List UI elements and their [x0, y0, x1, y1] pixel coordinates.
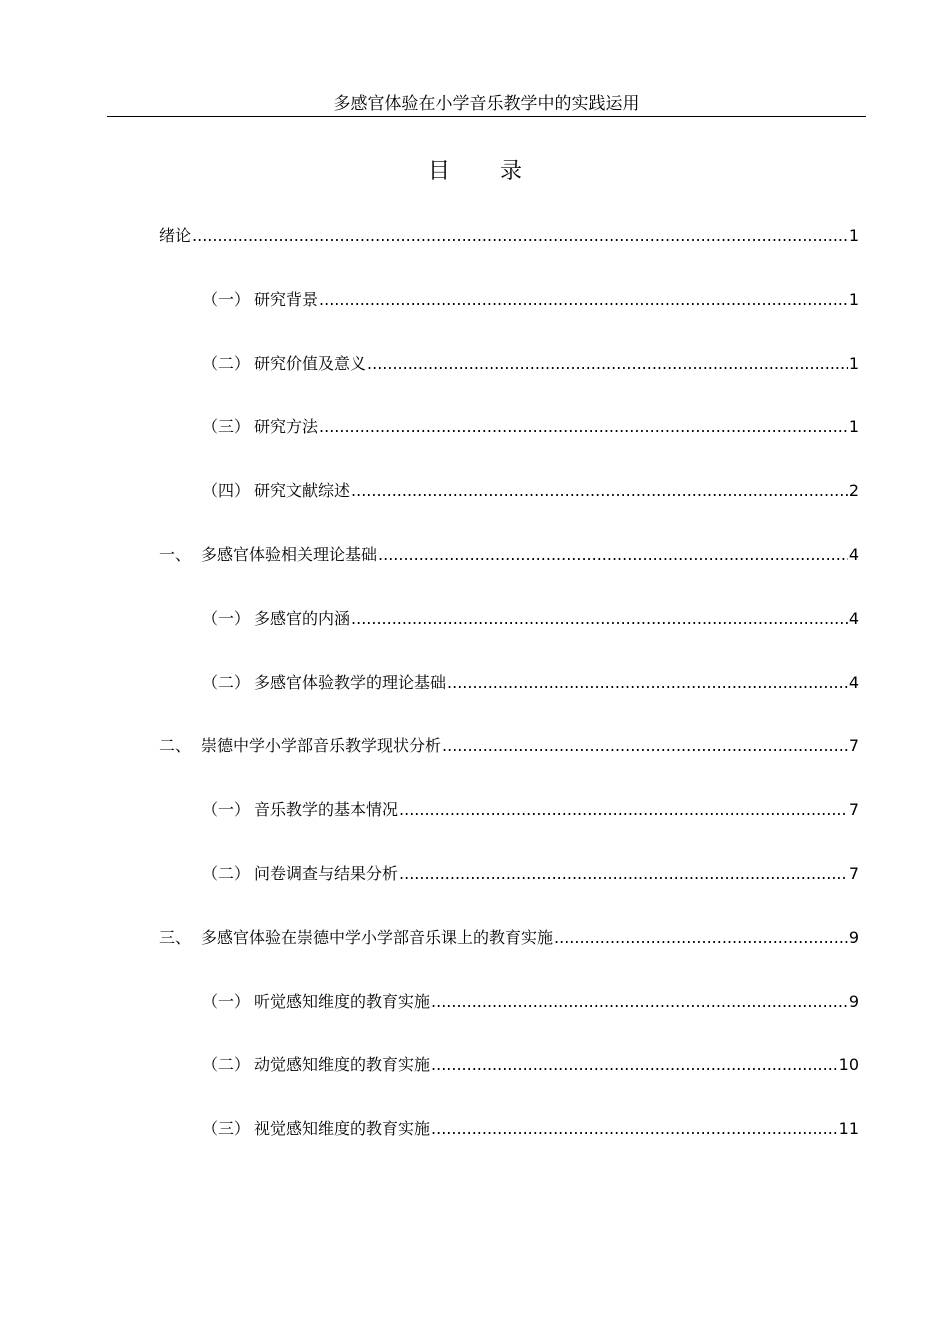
toc-entry-page-number: 1 — [848, 417, 859, 436]
toc-entry-title: 多感官的内涵 — [254, 609, 351, 628]
toc-entry-number: （二） — [202, 1055, 251, 1074]
toc-entry[interactable] — [0, 669, 950, 697]
toc-dot-leader — [351, 605, 848, 633]
toc-dot-leader — [351, 477, 848, 505]
header-rule — [107, 116, 866, 117]
toc-dot-leader — [319, 413, 848, 441]
toc-title: 目录 — [427, 159, 572, 184]
toc-dot-leader — [367, 350, 848, 378]
toc-entry-number: 一、 — [159, 545, 192, 564]
toc-dot-leader — [447, 669, 848, 697]
toc-entry-title: 视觉感知维度的教育实施 — [254, 1119, 431, 1138]
toc-entry-title: 研究方法 — [254, 417, 319, 436]
toc-entry[interactable] — [0, 1115, 950, 1143]
toc-entry-page-number: 7 — [848, 864, 859, 883]
toc-dot-leader — [431, 988, 848, 1016]
toc-entry-number: （一） — [202, 609, 251, 628]
toc-entry-row — [202, 477, 859, 505]
toc-entry[interactable] — [0, 860, 950, 888]
toc-entry-page-number: 1 — [848, 226, 859, 245]
toc-entry-title: 研究价值及意义 — [254, 354, 367, 373]
toc-entry-number: （四） — [202, 481, 251, 500]
toc-entry-title: 崇德中学小学部音乐教学现状分析 — [201, 736, 442, 755]
toc-entry-title: 多感官体验在崇德中学小学部音乐课上的教育实施 — [201, 928, 554, 947]
toc-entry-row — [202, 669, 859, 697]
toc-entry[interactable] — [0, 350, 950, 378]
toc-entry-number: 三、 — [159, 928, 192, 947]
toc-entry-number: （三） — [202, 417, 251, 436]
toc-entry-page-number: 4 — [848, 545, 859, 564]
toc-entry-row — [202, 988, 859, 1016]
toc-dot-leader — [399, 860, 848, 888]
toc-entry-page-number: 4 — [848, 609, 859, 628]
toc-entry[interactable] — [0, 988, 950, 1016]
toc-entry[interactable] — [0, 924, 950, 952]
toc-dot-leader — [431, 1051, 838, 1079]
toc-entry-page-number: 7 — [848, 736, 859, 755]
toc-entry-title: 听觉感知维度的教育实施 — [254, 992, 431, 1011]
toc-entry-row — [202, 1115, 859, 1143]
toc-dot-leader — [431, 1115, 838, 1143]
toc-entry[interactable] — [0, 732, 950, 760]
toc-entry-row — [202, 796, 859, 824]
toc-entry-title: 多感官体验教学的理论基础 — [254, 673, 447, 692]
toc-dot-leader — [378, 541, 848, 569]
toc-entry-page-number: 9 — [848, 992, 859, 1011]
toc-dot-leader — [554, 924, 848, 952]
running-header: 多感官体验在小学音乐教学中的实践运用 — [333, 94, 640, 114]
toc-entry-page-number: 4 — [848, 673, 859, 692]
toc-entry-row — [159, 222, 859, 250]
toc-entry-page-number: 2 — [848, 481, 859, 500]
toc-dot-leader — [192, 222, 848, 250]
toc-dot-leader — [442, 732, 848, 760]
toc-entry-number: （二） — [202, 864, 251, 883]
toc-entry[interactable] — [0, 796, 950, 824]
toc-entry-row — [202, 605, 859, 633]
toc-entry-page-number: 11 — [838, 1119, 859, 1138]
toc-entry-number: （一） — [202, 290, 251, 309]
toc-entry-title: 音乐教学的基本情况 — [254, 800, 399, 819]
toc-entry[interactable] — [0, 605, 950, 633]
toc-entry[interactable] — [0, 286, 950, 314]
toc-entry-page-number: 1 — [848, 290, 859, 309]
toc-entry-page-number: 9 — [848, 928, 859, 947]
toc-entry[interactable] — [0, 413, 950, 441]
toc-entry-title: 问卷调查与结果分析 — [254, 864, 399, 883]
toc-entry-title: 动觉感知维度的教育实施 — [254, 1055, 431, 1074]
toc-entry-row — [159, 924, 859, 952]
toc-dot-leader — [399, 796, 848, 824]
toc-entry[interactable] — [0, 1051, 950, 1079]
toc-entry-title: 多感官体验相关理论基础 — [201, 545, 378, 564]
toc-entry-number: （二） — [202, 354, 251, 373]
toc-entry-row — [202, 413, 859, 441]
toc-entry-row — [202, 286, 859, 314]
toc-entry-number: （一） — [202, 992, 251, 1011]
toc-entry-page-number: 7 — [848, 800, 859, 819]
toc-entry-page-number: 1 — [848, 354, 859, 373]
toc-entry-page-number: 10 — [838, 1055, 859, 1074]
toc-entry-row — [202, 860, 859, 888]
toc-entry-number: （一） — [202, 800, 251, 819]
toc-entry[interactable] — [0, 541, 950, 569]
toc-entry-number: （三） — [202, 1119, 251, 1138]
toc-entry-title: 研究文献综述 — [254, 481, 351, 500]
toc-dot-leader — [319, 286, 848, 314]
toc-entry-number: （二） — [202, 673, 251, 692]
toc-entry-row — [202, 350, 859, 378]
toc-entry-title: 绪论 — [159, 226, 192, 245]
toc-entry-row — [159, 732, 859, 760]
toc-entry-row — [159, 541, 859, 569]
toc-entry-number: 二、 — [159, 736, 192, 755]
toc-entry[interactable] — [0, 222, 950, 250]
toc-entry-row — [202, 1051, 859, 1079]
toc-entry-title: 研究背景 — [254, 290, 319, 309]
toc-entry[interactable] — [0, 477, 950, 505]
